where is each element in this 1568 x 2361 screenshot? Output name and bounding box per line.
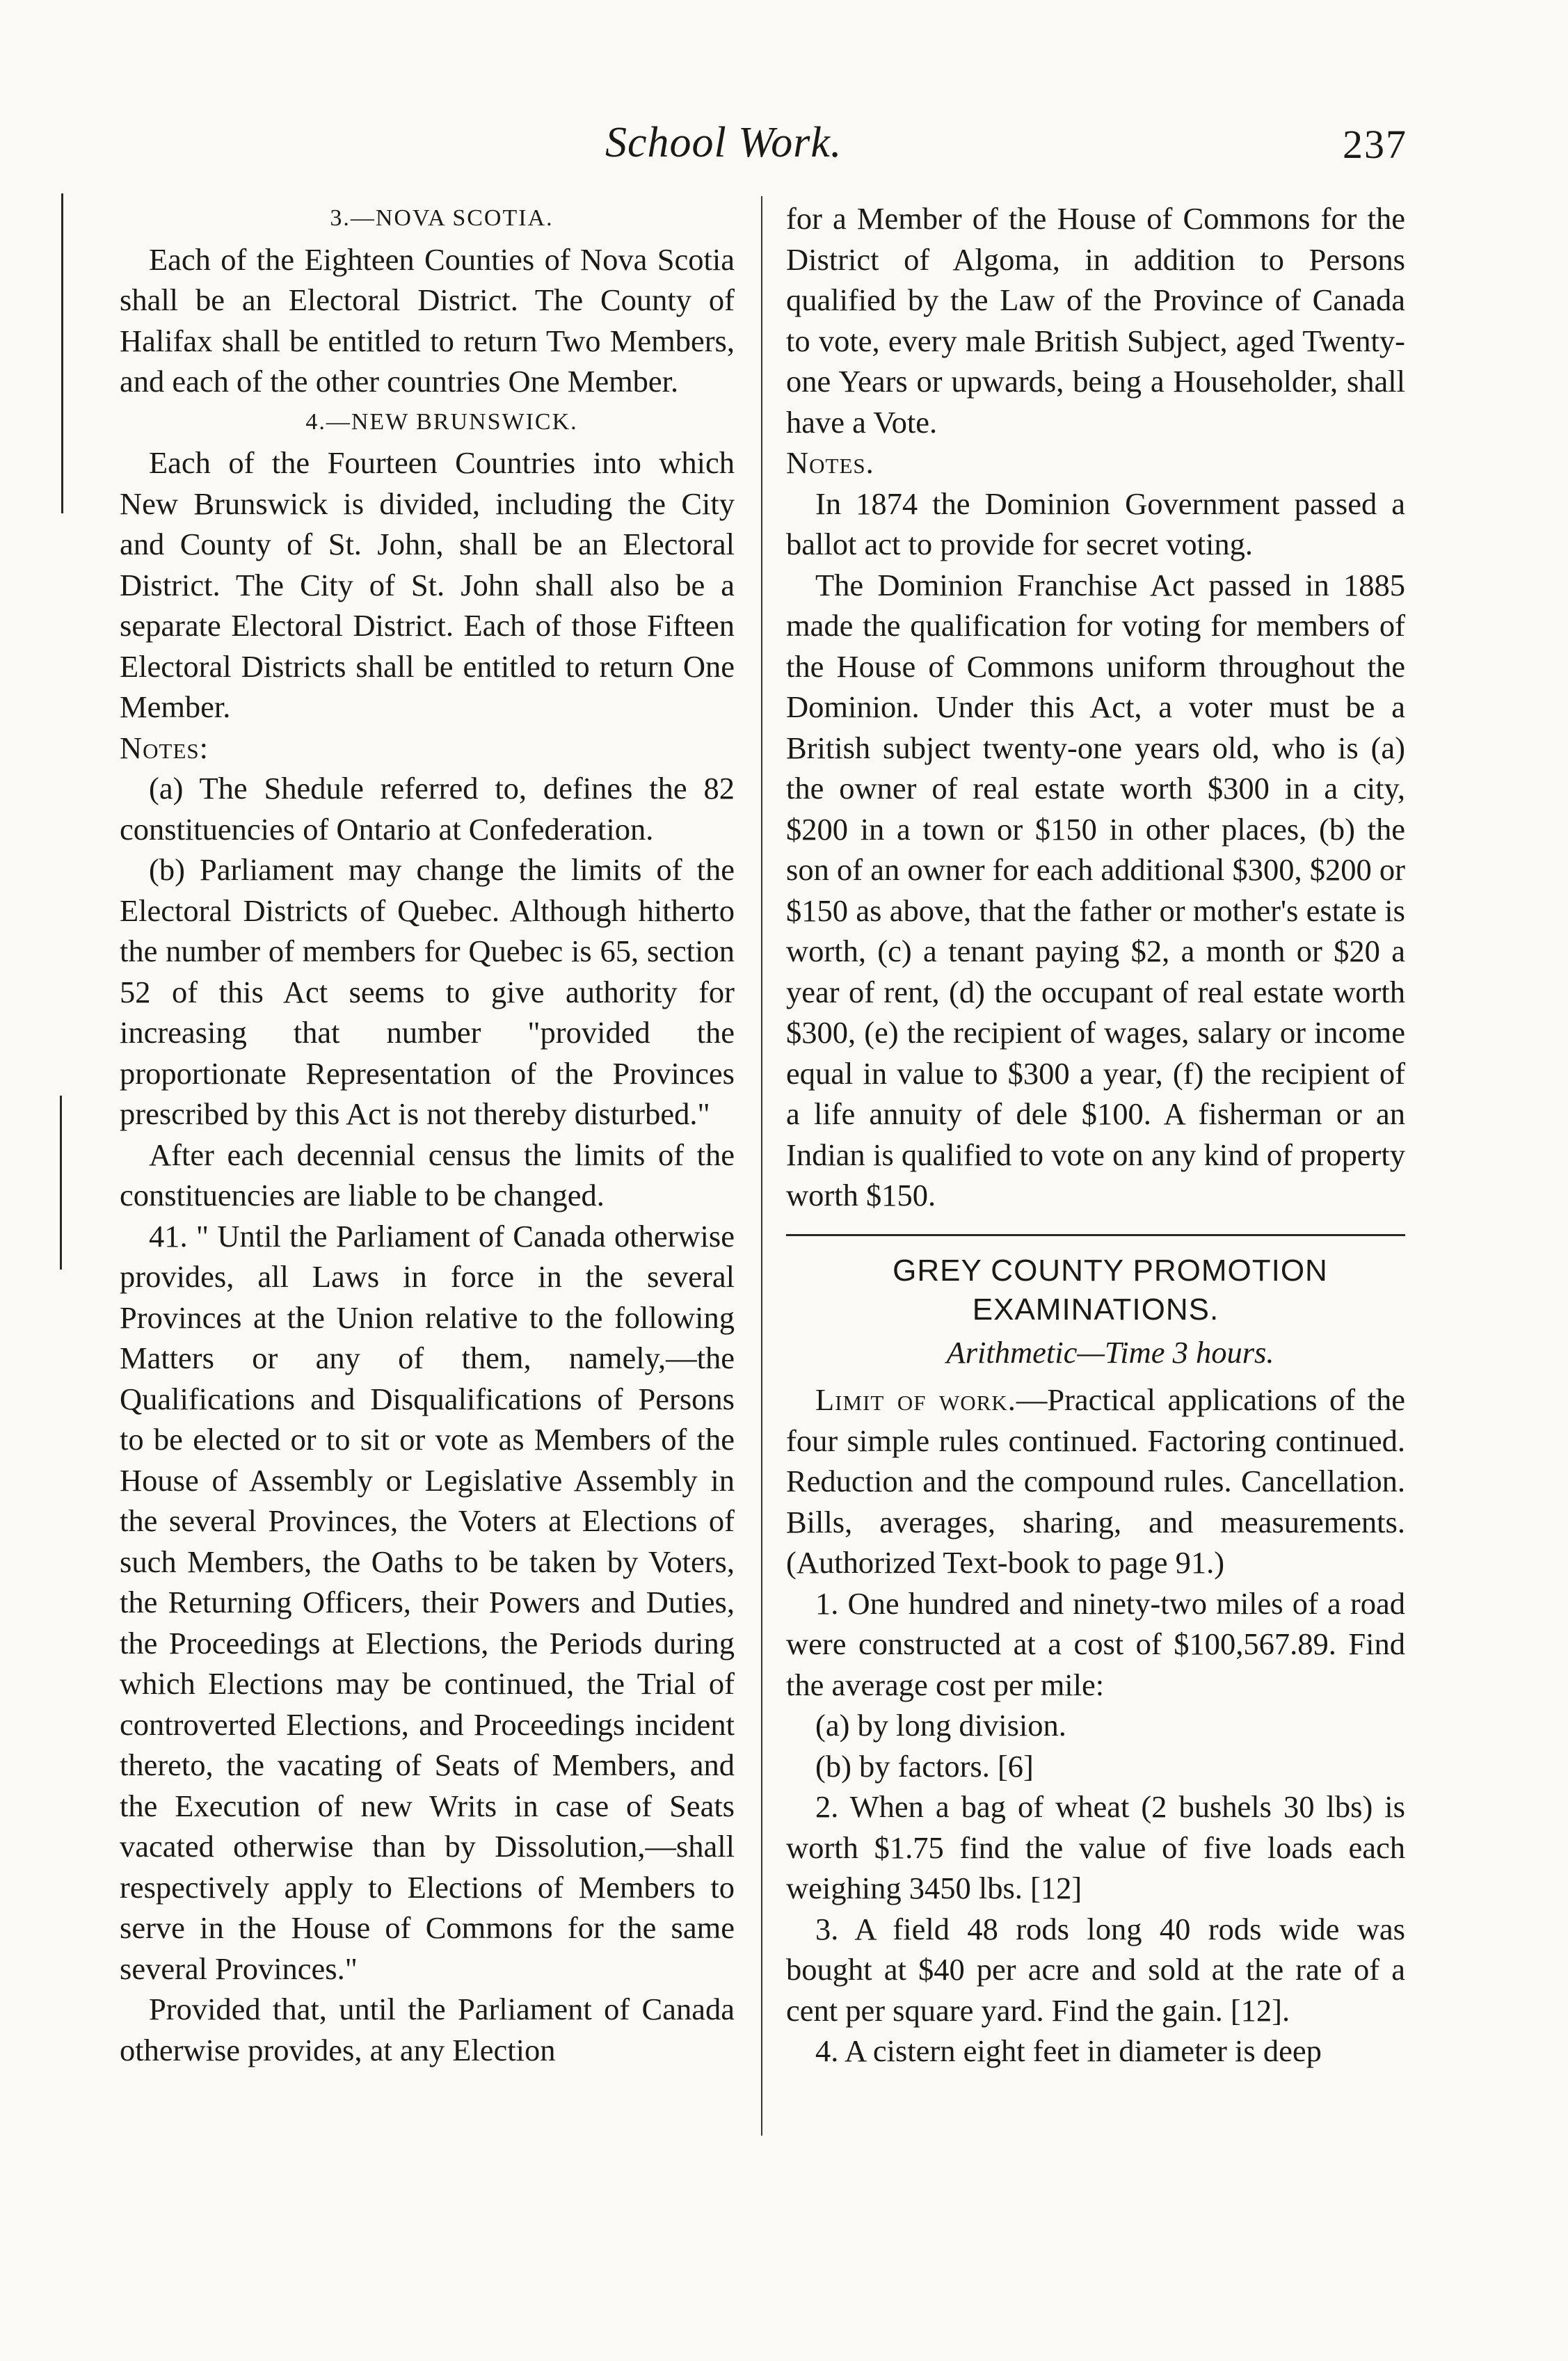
left-column bbox=[120, 198, 735, 2070]
question: 2. When a bag of wheat (2 bushels 30 lbs) is worth $1.75 find the value of five loads each weighing 3450 lbs. [12] bbox=[786, 1789, 1405, 1905]
note-paragraph: (a) The Shedule referred to, defines the 82 constituencies of Ontario at Confederation. bbox=[120, 771, 735, 847]
paragraph: After each decennial census the limits of the constituencies are liable to be changed. bbox=[120, 1137, 735, 1212]
question-part: (a) by long division. bbox=[815, 1708, 1066, 1743]
right-column bbox=[786, 198, 1405, 2072]
running-title: School Work. bbox=[605, 119, 842, 166]
notes-label-text: Notes. bbox=[786, 445, 874, 480]
notes-label-text: Notes: bbox=[120, 730, 209, 765]
paragraph: for a Member of the House of Commons for the District of Algoma, in addition to Persons qualified by the Law of the Province of Canada to vote, every male British Subject, aged Twenty-one Years or upwards, being a Householder, shall have a Vote. bbox=[786, 201, 1405, 440]
question: 3. A field 48 rods long 40 rods wide was bought at $40 per acre and sold at the rate of a cent per square yard. Find the gain. [12]. bbox=[786, 1911, 1405, 2028]
limit-text: —Practical applications of the four simple rules continued. Factoring continued. Reduction and the compound rules. Cancellation. Bills, averages, sharing, and measurements. (Authorized Text-book to page 91.) bbox=[786, 1382, 1405, 1580]
section-heading: 3.—NOVA SCOTIA. bbox=[330, 205, 554, 231]
paragraph: Each of the Fourteen Countries into which New Brunswick is divided, including the City and County of St. John, shall be an Electoral District. The City of St. John shall also be a separate Electoral District. Each of those Fifteen Electoral Districts shall be entitled to return One Member. bbox=[120, 445, 735, 724]
margin-mark bbox=[60, 1096, 62, 1270]
page-header bbox=[0, 118, 1568, 188]
exam-subheading: Arithmetic—Time 3 hours. bbox=[946, 1334, 1274, 1370]
margin-mark bbox=[61, 193, 63, 513]
question: 1. One hundred and ninety-two miles of a road were constructed at a cost of $100,567.89. Find the average cost per mile: bbox=[786, 1585, 1405, 1702]
notes-label bbox=[786, 442, 1405, 483]
limit-lead: Limit of work. bbox=[815, 1382, 1016, 1417]
question: 4. A cistern eight feet in diameter is deep bbox=[815, 2033, 1322, 2068]
paragraph: Each of the Eighteen Counties of Nova Scotia shall be an Electoral District. The County of Halifax shall be entitled to return Two Members, and each of the other countries One Member. bbox=[120, 241, 735, 399]
note-paragraph: In 1874 the Dominion Government passed a ballot act to provide for secret voting. bbox=[786, 486, 1405, 561]
limit-of-work bbox=[786, 1379, 1405, 1583]
section-heading: 4.—NEW BRUNSWICK. bbox=[305, 408, 578, 435]
exam-heading: GREY COUNTY PROMOTION EXAMINATIONS. bbox=[893, 1253, 1328, 1327]
note-paragraph: (b) Parliament may change the limits of the Electoral Districts of Quebec. Although hitherto the number of members for Quebec is 65, section 52 of this Act seems to give authority for increasing that number "provided the proportionate Representation of the Provinces prescribed by this Act is not thereby disturbed." bbox=[120, 852, 735, 1131]
page-number: 237 bbox=[1343, 122, 1407, 167]
column-divider bbox=[761, 196, 762, 2136]
note-paragraph: The Dominion Franchise Act passed in 1885 made the qualification for voting for members of the House of Commons uniform throughout the Dominion. Under this Act, a voter must be a British subject twenty-one years old, who is (a) the owner of real estate worth $300 in a city, $200 in a town or $150 in other places, (b) the son of an owner for each additional $300, $200 or $150 as above, that the father or mother's estate is worth, (c) a tenant paying $2, a month or $20 a year of rent, (d) the occupant of real estate worth $300, (e) the recipient of wages, salary or income equal in value to $300 a year, (f) the recipient of a life annuity of dele $100. A fisherman or an Indian is qualified to vote on any kind of property worth $150. bbox=[786, 567, 1405, 1212]
paragraph: Provided that, until the Parliament of Canada otherwise provides, at any Election bbox=[120, 1992, 735, 2067]
paragraph: 41. " Until the Parliament of Canada otherwise provides, all Laws in force in the several Provinces at the Union relative to the following Matters or any of them, namely,—the Qualifications and Disqualifications of Persons to be elected or to sit or vote as Members of the House of Assembly or Legislative Assembly in the several Provinces, the Voters at Elections of such Members, the Oaths to be taken by Voters, the Returning Officers, their Powers and Duties, the Proceedings at Elections, the Periods during which Elections may be continued, the Trial of controverted Elections, and Proceedings incident thereto, the vacating of Seats of Members, and the Execution of new Writs in case of Seats vacated otherwise than by Dissolution,—shall respectively apply to Elections of Members to serve in the House of Commons for the same several Provinces." bbox=[120, 1218, 735, 1986]
notes-label bbox=[120, 728, 735, 769]
section-divider bbox=[786, 1234, 1405, 1236]
question-part: (b) by factors. [6] bbox=[815, 1748, 1034, 1784]
